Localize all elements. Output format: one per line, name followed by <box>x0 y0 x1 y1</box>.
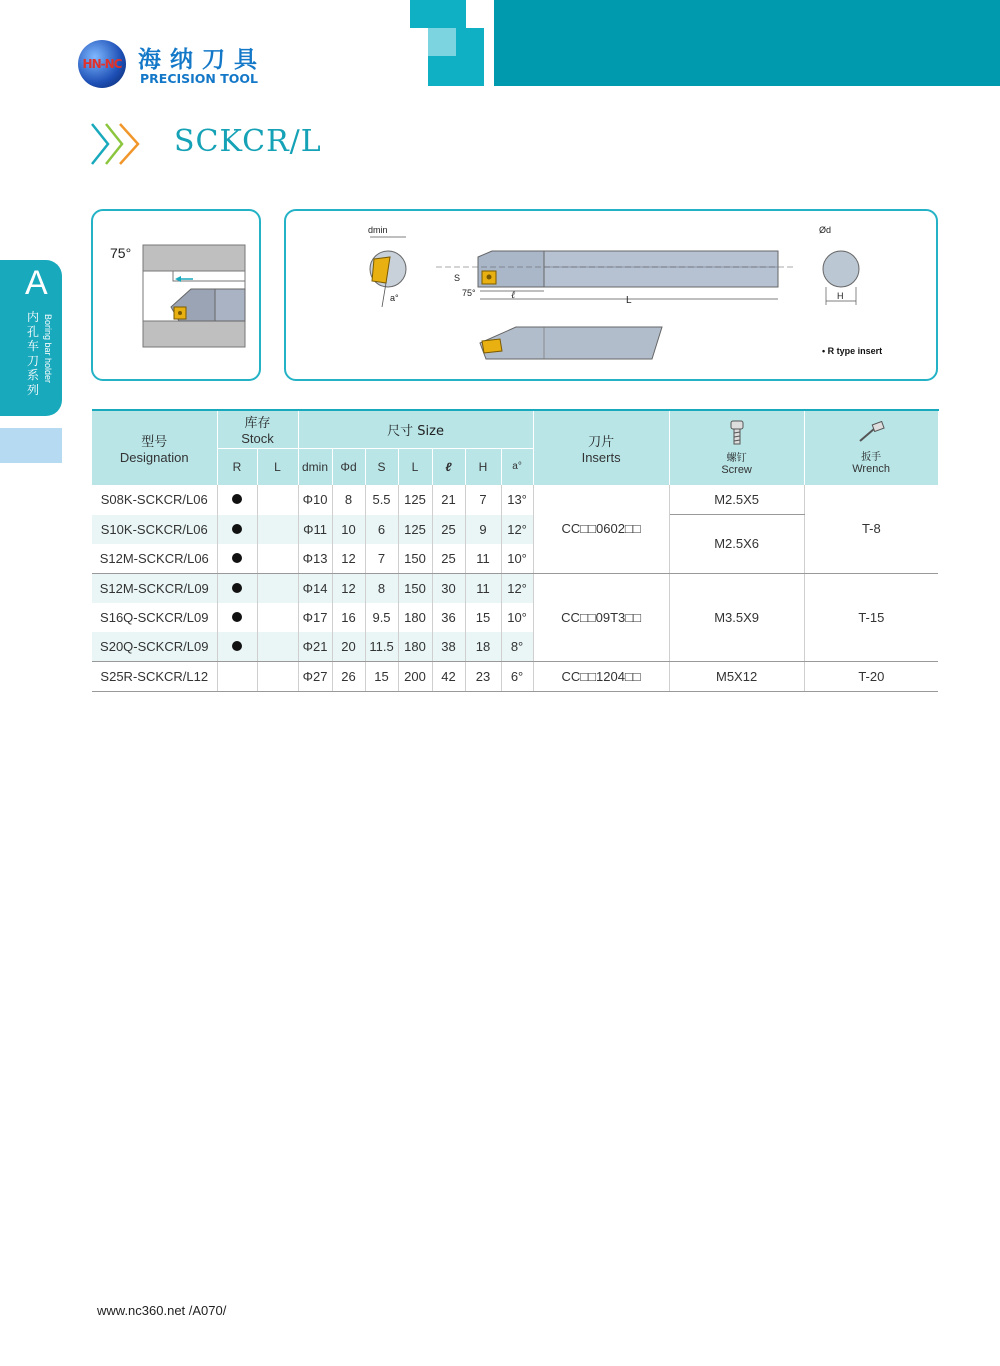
header-phi-d: Φd <box>332 448 365 485</box>
cell-dmin: Φ27 <box>298 661 332 691</box>
cell-big-l: 200 <box>398 661 432 691</box>
insert-hole <box>178 311 182 315</box>
section-name-en: Boring bar holder <box>43 314 53 384</box>
cell-stock-l <box>257 661 298 691</box>
workpiece-bottom <box>143 321 245 347</box>
cell-d: 20 <box>332 632 365 662</box>
l-label: ℓ <box>511 290 516 301</box>
in-stock-dot <box>232 553 242 563</box>
header-size <box>298 410 533 448</box>
cell-angle: 12° <box>501 515 533 544</box>
spec-table <box>92 409 939 692</box>
tool-shank <box>215 289 245 321</box>
brand-name-en: PRECISION TOOL <box>140 71 258 86</box>
page-title: SCKCR/L <box>174 124 322 159</box>
cell-stock-l <box>257 515 298 544</box>
perspective-tool <box>480 327 662 359</box>
table-row <box>92 485 938 515</box>
cell-wrench: T-15 <box>804 573 938 661</box>
header-wrench-en: Wrench <box>852 463 890 475</box>
cell-d: 10 <box>332 515 365 544</box>
table-row <box>92 573 938 603</box>
header-band <box>494 0 1000 86</box>
cell-s: 7 <box>365 544 398 574</box>
L-label: L <box>626 295 632 306</box>
cell-angle: 8° <box>501 632 533 662</box>
cell-big-l: 180 <box>398 603 432 632</box>
cell-screw: M2.5X5 <box>669 485 804 515</box>
side-insert-hole <box>487 275 492 280</box>
s-label: S <box>454 273 461 283</box>
table-row <box>92 661 938 691</box>
header-designation-en: Designation <box>119 450 189 465</box>
cell-angle: 6° <box>501 661 533 691</box>
cell-dmin: Φ13 <box>298 544 332 574</box>
header-wrench <box>804 410 938 485</box>
angle-diagram <box>93 211 259 379</box>
cell-s: 5.5 <box>365 485 398 515</box>
cell-small-l: 38 <box>432 632 465 662</box>
header-stock-en: Stock <box>241 431 274 447</box>
angle-label: 75° <box>110 245 132 261</box>
cell-d: 16 <box>332 603 365 632</box>
section-name-cn: 内孔车刀系列 <box>26 310 39 397</box>
cell-stock-l <box>257 573 298 603</box>
r-type-note: • R type insert <box>822 346 883 356</box>
angle-75-label: 75° <box>462 288 476 298</box>
bar-shank <box>544 251 778 287</box>
cell-stock-l <box>257 603 298 632</box>
in-stock-dot <box>232 612 242 622</box>
cell-h: 23 <box>465 661 501 691</box>
header-r: R <box>217 448 257 485</box>
cell-s: 9.5 <box>365 603 398 632</box>
chevron-arrows-icon <box>88 120 148 170</box>
header-screw-en: Screw <box>721 464 752 476</box>
cell-h: 11 <box>465 544 501 574</box>
cell-screw: M2.5X6 <box>669 515 804 574</box>
cell-d: 8 <box>332 485 365 515</box>
cell-s: 15 <box>365 661 398 691</box>
in-stock-dot <box>232 524 242 534</box>
screw-icon <box>729 420 745 446</box>
cell-small-l: 30 <box>432 573 465 603</box>
cell-wrench: T-8 <box>804 485 938 573</box>
cell-h: 15 <box>465 603 501 632</box>
wrench-icon <box>856 421 886 445</box>
cell-designation: S08K-SCKCR/L06 <box>92 485 217 515</box>
cell-s: 11.5 <box>365 632 398 662</box>
header-inserts-cn: 刀片 <box>588 435 615 450</box>
cell-designation: S12M-SCKCR/L06 <box>92 544 217 574</box>
cell-stock-r <box>217 632 257 662</box>
header-angle: a° <box>501 448 533 485</box>
a-deg-label: a° <box>390 293 399 303</box>
cell-d: 26 <box>332 661 365 691</box>
cell-h: 18 <box>465 632 501 662</box>
header-designation <box>92 410 217 485</box>
header-wrench-cn: 扳手 <box>861 452 882 463</box>
dmin-label: dmin <box>368 225 388 235</box>
cell-designation: S10K-SCKCR/L06 <box>92 515 217 544</box>
cell-angle: 10° <box>501 544 533 574</box>
cell-dmin: Φ11 <box>298 515 332 544</box>
angle-diagram-box <box>91 209 261 381</box>
cell-small-l: 36 <box>432 603 465 632</box>
cell-big-l: 125 <box>398 515 432 544</box>
header-designation-cn: 型号 <box>141 435 168 450</box>
cell-dmin: Φ14 <box>298 573 332 603</box>
header-small-l: ℓ <box>432 448 465 485</box>
header-h: H <box>465 448 501 485</box>
cell-designation: S12M-SCKCR/L09 <box>92 573 217 603</box>
cell-d: 12 <box>332 573 365 603</box>
cell-insert: CC□□0602□□ <box>533 485 669 573</box>
brand-name-cn: 海纳刀具 <box>138 47 266 73</box>
cell-dmin: Φ10 <box>298 485 332 515</box>
cell-wrench: T-20 <box>804 661 938 691</box>
cell-h: 7 <box>465 485 501 515</box>
cell-stock-l <box>257 485 298 515</box>
header-l: L <box>257 448 298 485</box>
header-inserts-en: Inserts <box>581 450 621 465</box>
cell-insert: CC□□09T3□□ <box>533 573 669 661</box>
header-stock <box>217 410 298 448</box>
footer-url[interactable]: www.nc360.net /A070/ <box>97 1303 227 1318</box>
cell-dmin: Φ21 <box>298 632 332 662</box>
section-tab-shadow <box>0 428 62 463</box>
perspective-insert <box>482 339 502 353</box>
cell-angle: 10° <box>501 603 533 632</box>
cell-big-l: 125 <box>398 485 432 515</box>
in-stock-dot <box>232 583 242 593</box>
cell-stock-l <box>257 544 298 574</box>
cell-screw: M3.5X9 <box>669 573 804 661</box>
cell-h: 11 <box>465 573 501 603</box>
cell-stock-r <box>217 515 257 544</box>
cell-stock-r <box>217 603 257 632</box>
cell-stock-r <box>217 661 257 691</box>
cell-big-l: 150 <box>398 573 432 603</box>
logo-text: HN-NC <box>82 57 122 71</box>
in-stock-dot <box>232 494 242 504</box>
header-s: S <box>365 448 398 485</box>
header-screw-cn: 螺钉 <box>726 453 747 464</box>
cell-angle: 13° <box>501 485 533 515</box>
brand-logo <box>78 40 126 88</box>
cell-screw: M5X12 <box>669 661 804 691</box>
header-dmin: dmin <box>298 448 332 485</box>
cell-stock-r <box>217 485 257 515</box>
cell-insert: CC□□1204□□ <box>533 661 669 691</box>
header-square <box>456 28 484 86</box>
phi-d-label: Ød <box>819 225 832 235</box>
cell-stock-r <box>217 544 257 574</box>
cell-designation: S25R-SCKCR/L12 <box>92 661 217 691</box>
cell-big-l: 180 <box>398 632 432 662</box>
cell-s: 6 <box>365 515 398 544</box>
cell-small-l: 25 <box>432 544 465 574</box>
cell-s: 8 <box>365 573 398 603</box>
workpiece-top <box>143 245 245 271</box>
section-circle <box>823 251 859 287</box>
cell-designation: S16Q-SCKCR/L09 <box>92 603 217 632</box>
header-square <box>410 0 466 28</box>
cell-designation: S20Q-SCKCR/L09 <box>92 632 217 662</box>
h-label: H <box>837 291 844 301</box>
section-tab <box>0 260 62 416</box>
cell-small-l: 25 <box>432 515 465 544</box>
cell-big-l: 150 <box>398 544 432 574</box>
header-big-l: L <box>398 448 432 485</box>
cell-stock-l <box>257 632 298 662</box>
cell-angle: 12° <box>501 573 533 603</box>
header-square <box>428 56 456 86</box>
header-square <box>428 28 456 56</box>
cell-stock-r <box>217 573 257 603</box>
header-screw <box>669 410 804 485</box>
section-letter: A <box>25 264 48 302</box>
header-size-label: 尺寸 Size <box>387 423 444 439</box>
in-stock-dot <box>232 641 242 651</box>
cell-dmin: Φ17 <box>298 603 332 632</box>
header-stock-cn: 库存 <box>244 416 271 432</box>
header-inserts <box>533 410 669 485</box>
cell-h: 9 <box>465 515 501 544</box>
cell-small-l: 42 <box>432 661 465 691</box>
cell-small-l: 21 <box>432 485 465 515</box>
cell-d: 12 <box>332 544 365 574</box>
